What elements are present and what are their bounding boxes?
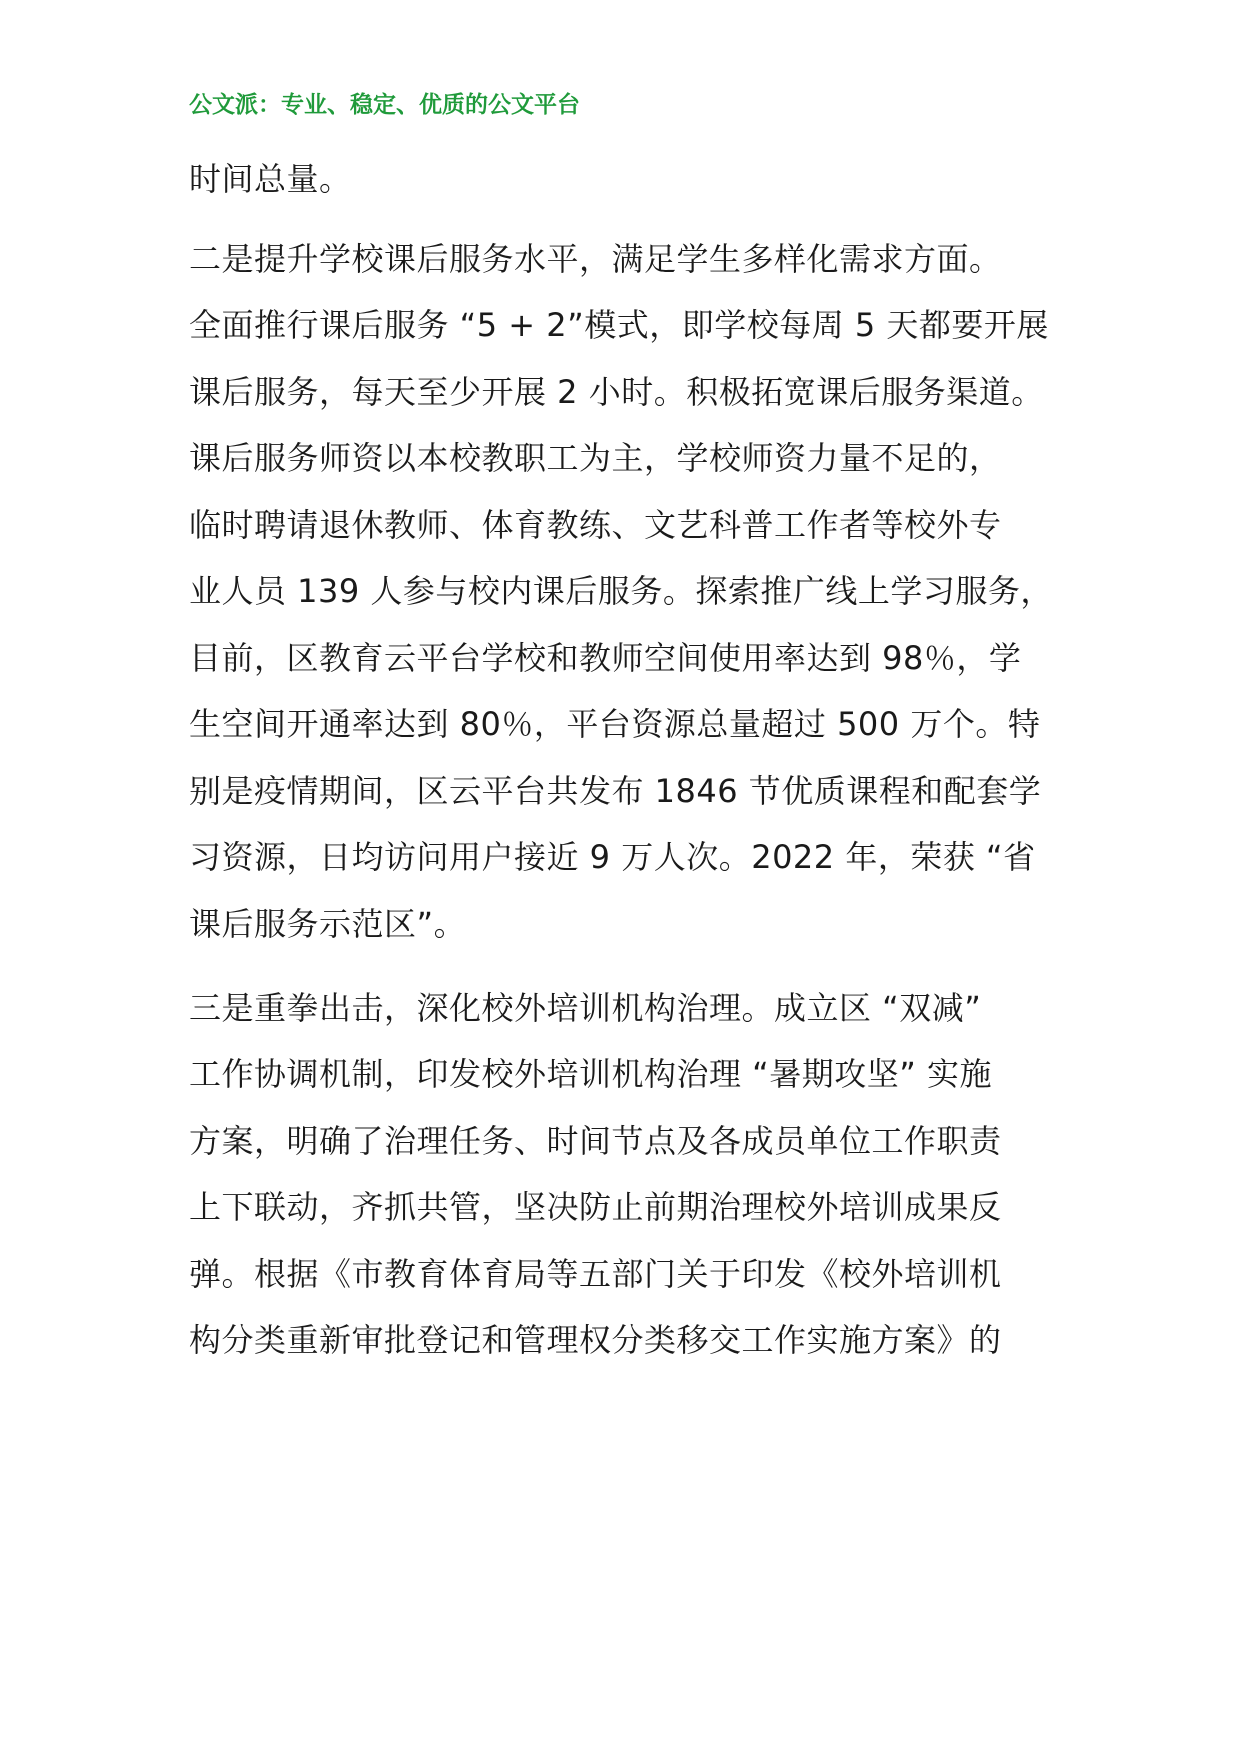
paragraph-line: 生空间开通率达到 80％，平台资源总量超过 500 万个。特 bbox=[189, 705, 1041, 743]
paragraph-line: 时间总量。 bbox=[189, 160, 352, 198]
paragraph-line: 别是疫情期间，区云平台共发布 1846 节优质课程和配套学 bbox=[189, 772, 1042, 810]
paragraph-line: 上下联动，齐抓共管，坚决防止前期治理校外培训成果反 bbox=[189, 1188, 1002, 1226]
paragraph-line: 习资源，日均访问用户接近 9 万人次。2022 年，荣获 “省 bbox=[189, 838, 1036, 876]
paragraph-line: 构分类重新审批登记和管理权分类移交工作实施方案》的 bbox=[189, 1321, 1002, 1359]
paragraph-line: 方案，明确了治理任务、时间节点及各成员单位工作职责 bbox=[189, 1122, 1002, 1160]
page-header: 公文派：专业、稳定、优质的公文平台 bbox=[189, 92, 580, 118]
paragraph-line: 课后服务师资以本校教职工为主，学校师资力量不足的， bbox=[189, 439, 1002, 477]
paragraph-line: 课后服务示范区”。 bbox=[189, 905, 467, 943]
paragraph-line: 二是提升学校课后服务水平，满足学生多样化需求方面。 bbox=[189, 240, 1002, 278]
paragraph-line: 业人员 139 人参与校内课后服务。探索推广线上学习服务， bbox=[189, 572, 1053, 610]
paragraph-line: 临时聘请退休教师、体育教练、文艺科普工作者等校外专 bbox=[189, 506, 1002, 544]
paragraph-line: 课后服务，每天至少开展 2 小时。积极拓宽课后服务渠道。 bbox=[189, 373, 1044, 411]
paragraph-line: 全面推行课后服务 “5 + 2”模式，即学校每周 5 天都要开展 bbox=[189, 306, 1049, 344]
paragraph-line: 弹。根据《市教育体育局等五部门关于印发《校外培训机 bbox=[189, 1255, 1002, 1293]
paragraph-line: 三是重拳出击，深化校外培训机构治理。成立区 “双减” bbox=[189, 989, 982, 1027]
paragraph-line: 工作协调机制，印发校外培训机构治理 “暑期攻坚” 实施 bbox=[189, 1055, 993, 1093]
paragraph-line: 目前，区教育云平台学校和教师空间使用率达到 98％，学 bbox=[189, 639, 1022, 677]
